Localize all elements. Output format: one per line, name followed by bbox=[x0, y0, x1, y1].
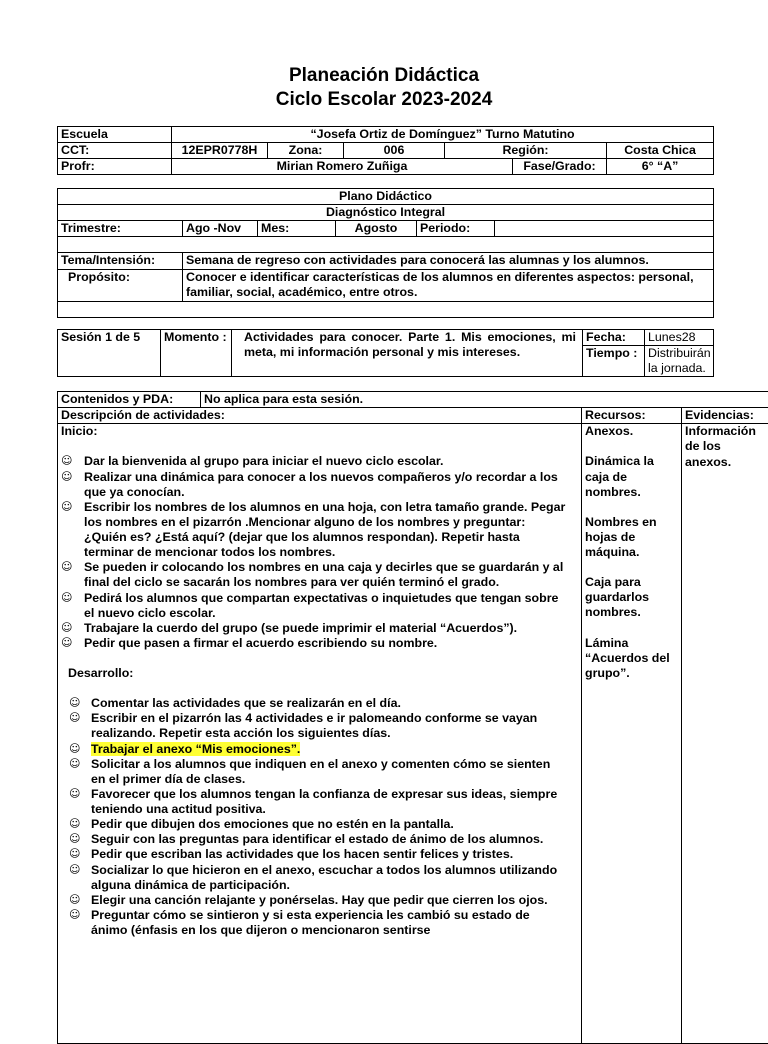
tiempo-label: Tiempo : bbox=[583, 346, 645, 377]
mes-value: Agosto bbox=[336, 221, 417, 237]
fase-label: Fase/Grado: bbox=[513, 159, 607, 175]
list-item: ☺ Pedirá los alumnos que compartan expectativas o inquietudes que tengan sobre el nuevo ciclo escolar. bbox=[61, 591, 567, 621]
plan-table bbox=[57, 188, 714, 318]
recursos-header: Recursos: bbox=[582, 408, 682, 424]
activities-description bbox=[58, 424, 582, 1044]
smiley-icon: ☺ bbox=[61, 500, 72, 513]
tema-value: Semana de regreso con actividades para conocerá las alumnas y los alumnos. bbox=[183, 253, 714, 269]
smiley-icon: ☺ bbox=[69, 742, 80, 755]
periodo-value bbox=[495, 221, 714, 237]
momento-label: Momento : bbox=[161, 330, 232, 377]
document-subtitle: Ciclo Escolar 2023-2024 bbox=[0, 88, 768, 112]
recurso-item: Lámina “Acuerdos del grupo”. bbox=[585, 636, 678, 681]
cct-value: 12EPR0778H bbox=[172, 143, 268, 159]
profr-label: Profr: bbox=[58, 159, 172, 175]
sesion-label: Sesión 1 de 5 bbox=[58, 330, 161, 377]
fecha-label: Fecha: bbox=[583, 330, 645, 346]
list-item: ☺ Seguir con las preguntas para identificar el estado de ánimo de los alumnos. bbox=[61, 832, 567, 847]
profr-value: Mirian Romero Zuñiga bbox=[172, 159, 513, 175]
list-item: ☺ Socializar lo que hicieron en el anexo, escuchar a todos los alumnos utilizando alguna dinámica de participación. bbox=[61, 863, 567, 893]
list-item: ☺ Trabajare la cuerdo del grupo (se puede imprimir el material “Acuerdos”). bbox=[61, 621, 567, 636]
list-item: ☺ Comentar las actividades que se realizarán en el día. bbox=[61, 696, 567, 711]
recursos-column bbox=[582, 424, 682, 1044]
proposito-label: Propósito: bbox=[58, 269, 183, 301]
smiley-icon: ☺ bbox=[61, 560, 72, 573]
smiley-icon: ☺ bbox=[69, 893, 80, 906]
tema-label: Tema/Intensión: bbox=[58, 253, 183, 269]
cct-label: CCT: bbox=[58, 143, 172, 159]
proposito-value: Conocer e identificar características de los alumnos en diferentes aspectos: personal, familiar, social, académico, entre otros. bbox=[183, 269, 714, 301]
recurso-item: Nombres en hojas de máquina. bbox=[585, 515, 678, 560]
desarrollo-label: Desarrollo: bbox=[68, 666, 567, 681]
evidencias-column bbox=[682, 424, 768, 1044]
smiley-icon: ☺ bbox=[69, 757, 80, 770]
escuela-value: “Josefa Ortiz de Domínguez” Turno Matutino bbox=[172, 127, 714, 143]
list-item: ☺ Elegir una canción relajante y ponérselas. Hay que pedir que cierren los ojos. bbox=[61, 893, 567, 908]
smiley-icon: ☺ bbox=[61, 621, 72, 634]
activities-table bbox=[57, 391, 768, 1044]
trimestre-label: Trimestre: bbox=[58, 221, 183, 237]
recurso-item: Anexos. bbox=[585, 424, 678, 439]
list-item: ☺ Escribir en el pizarrón las 4 actividades e ir palomeando conforme se vayan realizando. Repetir esta acción los siguientes días. bbox=[61, 711, 567, 741]
smiley-icon: ☺ bbox=[61, 454, 72, 467]
evidencias-value: Información de los anexos. bbox=[685, 424, 766, 469]
empty-row bbox=[58, 237, 714, 253]
highlighted-text: Trabajar el anexo “Mis emociones”. bbox=[91, 742, 300, 756]
trimestre-value: Ago -Nov bbox=[183, 221, 258, 237]
list-item: ☺ Escribir los nombres de los alumnos en una hoja, con letra tamaño grande. Pegar los nombres en el pizarrón .Mencionar alguno de los nombres y preguntar: ¿Quién es? ¿Está aquí? (dejar que los alumnos respondan). Repetir hasta terminar de mencionar todos los nombres. bbox=[61, 500, 567, 561]
list-item: ☺ Se pueden ir colocando los nombres en una caja y decirles que se guardarán y al final del ciclo se sacarán los nombres para ver quién terminó el grado. bbox=[61, 560, 567, 590]
list-item bbox=[61, 742, 567, 757]
smiley-icon: ☺ bbox=[69, 863, 80, 876]
recurso-item: Dinámica la caja de nombres. bbox=[585, 454, 678, 499]
actividades-text: Actividades para conocer. Parte 1. Mis emociones, mi meta, mi información personal y mis intereses. bbox=[232, 330, 583, 377]
session-table bbox=[57, 329, 714, 377]
descripcion-header: Descripción de actividades: bbox=[58, 408, 582, 424]
recurso-item: Caja para guardarlos nombres. bbox=[585, 575, 678, 620]
list-item: ☺ Pedir que escriban las actividades que los hacen sentir felices y tristes. bbox=[61, 847, 567, 862]
fecha-value: Lunes28 bbox=[645, 330, 714, 346]
tiempo-value: Distribuirán la jornada. bbox=[645, 346, 714, 377]
region-label: Región: bbox=[445, 143, 607, 159]
list-item: ☺ Preguntar cómo se sintieron y si esta experiencia les cambió su estado de ánimo (énfasis en los que dijeron o mencionaron sentirse bbox=[61, 908, 567, 938]
smiley-icon: ☺ bbox=[61, 636, 72, 649]
periodo-label: Periodo: bbox=[417, 221, 495, 237]
list-item: ☺ Pedir que pasen a firmar el acuerdo escribiendo su nombre. bbox=[61, 636, 567, 651]
list-item: ☺ Solicitar a los alumnos que indiquen en el anexo y comenten cómo se sienten en el primer día de clases. bbox=[61, 757, 567, 787]
smiley-icon: ☺ bbox=[69, 696, 80, 709]
region-value: Costa Chica bbox=[607, 143, 714, 159]
escuela-label: Escuela bbox=[58, 127, 172, 143]
evidencias-header: Evidencias: bbox=[682, 408, 768, 424]
fase-value: 6° “A” bbox=[607, 159, 714, 175]
list-item: ☺ Pedir que dibujen dos emociones que no estén en la pantalla. bbox=[61, 817, 567, 832]
zona-label: Zona: bbox=[268, 143, 344, 159]
zona-value: 006 bbox=[344, 143, 445, 159]
smiley-icon: ☺ bbox=[61, 591, 72, 604]
smiley-icon: ☺ bbox=[69, 817, 80, 830]
school-info-table bbox=[57, 126, 714, 175]
smiley-icon: ☺ bbox=[69, 711, 80, 724]
inicio-list bbox=[61, 454, 567, 651]
contenidos-value: No aplica para esta sesión. bbox=[201, 392, 768, 408]
smiley-icon: ☺ bbox=[69, 787, 80, 800]
list-item: ☺ Favorecer que los alumnos tengan la confianza de expresar sus ideas, siempre teniendo una actitud positiva. bbox=[61, 787, 567, 817]
empty-row bbox=[58, 301, 714, 317]
list-item: ☺ Realizar una dinámica para conocer a los nuevos compañeros y/o recordar a los que ya conocían. bbox=[61, 470, 567, 500]
smiley-icon: ☺ bbox=[69, 847, 80, 860]
inicio-label: Inicio: bbox=[61, 424, 567, 439]
plan-subtitle: Diagnóstico Integral bbox=[58, 205, 714, 221]
document-title: Planeación Didáctica bbox=[0, 64, 768, 88]
smiley-icon: ☺ bbox=[69, 832, 80, 845]
smiley-icon: ☺ bbox=[69, 908, 80, 921]
contenidos-label: Contenidos y PDA: bbox=[58, 392, 201, 408]
list-item: ☺ Dar la bienvenida al grupo para iniciar el nuevo ciclo escolar. bbox=[61, 454, 567, 469]
plan-title: Plano Didáctico bbox=[58, 189, 714, 205]
desarrollo-list bbox=[61, 696, 567, 938]
smiley-icon: ☺ bbox=[61, 470, 72, 483]
mes-label: Mes: bbox=[258, 221, 336, 237]
